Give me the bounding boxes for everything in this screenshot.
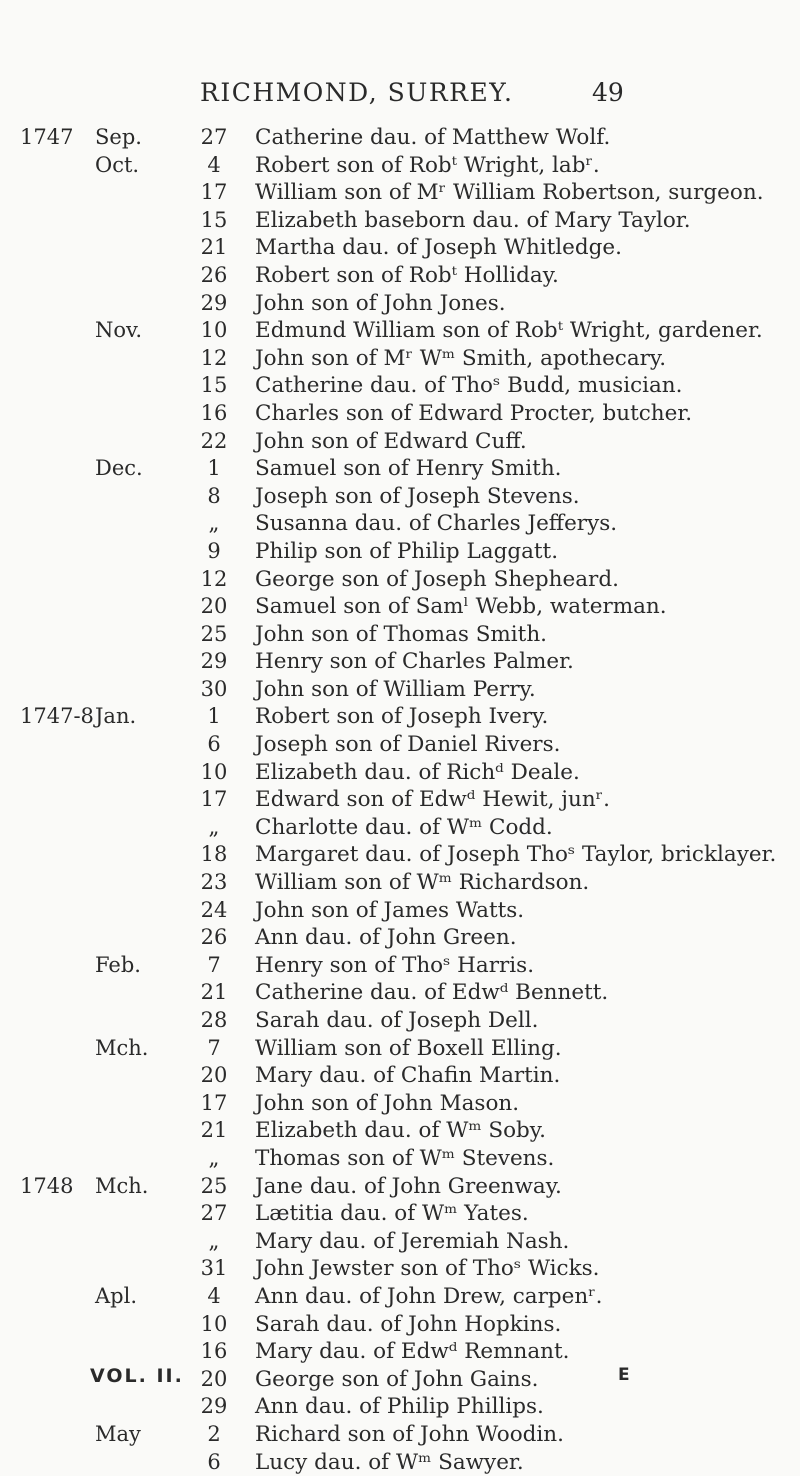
entry-day: 1 — [190, 703, 238, 731]
entry-day: 12 — [190, 345, 238, 373]
entry-text: Catherine dau. of Thoˢ Budd, musician. — [255, 372, 682, 400]
entry-text: John son of Mʳ Wᵐ Smith, apothecary. — [255, 345, 666, 373]
entry-day: 22 — [190, 428, 238, 456]
entry-text: John son of John Mason. — [255, 1090, 519, 1118]
entry-year: 1747-8 — [20, 703, 94, 731]
entry-day: 26 — [190, 262, 238, 290]
register-entry — [0, 455, 800, 483]
entry-day: 7 — [190, 952, 238, 980]
entry-text: Lucy dau. of Wᵐ Sawyer. — [255, 1449, 524, 1476]
register-entry — [0, 262, 800, 290]
register-entries — [0, 124, 800, 1476]
entry-day: 10 — [190, 317, 238, 345]
running-title: RICHMOND, SURREY. — [200, 78, 513, 107]
entry-day: 23 — [190, 869, 238, 897]
entry-text: William son of Mʳ William Robertson, surgeon. — [255, 179, 764, 207]
entry-year: 1748 — [20, 1173, 73, 1201]
entry-day: 29 — [190, 648, 238, 676]
entry-text: Martha dau. of Joseph Whitledge. — [255, 234, 622, 262]
entry-text: Henry son of Charles Palmer. — [255, 648, 574, 676]
register-entry — [0, 1090, 800, 1118]
entry-day: 24 — [190, 897, 238, 925]
entry-text: George son of John Gains. — [255, 1366, 539, 1394]
register-entry — [0, 1062, 800, 1090]
register-entry — [0, 841, 800, 869]
entry-text: Philip son of Philip Laggatt. — [255, 538, 558, 566]
register-entry — [0, 759, 800, 787]
entry-day: 16 — [190, 400, 238, 428]
register-entry — [0, 869, 800, 897]
page-number: 49 — [592, 78, 624, 107]
entry-text: Ann dau. of Philip Phillips. — [255, 1393, 544, 1421]
entry-text: William son of Wᵐ Richardson. — [255, 869, 589, 897]
register-entry — [0, 1228, 800, 1256]
register-entry — [0, 317, 800, 345]
entry-text: Ann dau. of John Green. — [255, 924, 517, 952]
entry-year: 1747 — [20, 124, 73, 152]
register-entry — [0, 510, 800, 538]
register-entry — [0, 648, 800, 676]
entry-day: 28 — [190, 1007, 238, 1035]
register-entry — [0, 124, 800, 152]
entry-text: Catherine dau. of Edwᵈ Bennett. — [255, 979, 608, 1007]
entry-day: 1 — [190, 455, 238, 483]
entry-text: Thomas son of Wᵐ Stevens. — [255, 1145, 554, 1173]
register-entry — [0, 152, 800, 180]
entry-text: Charles son of Edward Procter, butcher. — [255, 400, 692, 428]
register-entry — [0, 703, 800, 731]
entry-day: 17 — [190, 179, 238, 207]
register-entry — [0, 538, 800, 566]
register-entry — [0, 1117, 800, 1145]
entry-day: 31 — [190, 1255, 238, 1283]
register-entry — [0, 952, 800, 980]
register-entry — [0, 897, 800, 925]
entry-month: Mch. — [95, 1173, 148, 1201]
entry-text: Elizabeth dau. of Richᵈ Deale. — [255, 759, 580, 787]
entry-text: Mary dau. of Chafin Martin. — [255, 1062, 560, 1090]
register-entry — [0, 676, 800, 704]
entry-text: Jane dau. of John Greenway. — [255, 1173, 562, 1201]
register-entry — [0, 1200, 800, 1228]
entry-day: 17 — [190, 1090, 238, 1118]
entry-day: 10 — [190, 1311, 238, 1339]
entry-day: 18 — [190, 841, 238, 869]
register-entry — [0, 234, 800, 262]
page-header — [0, 78, 800, 112]
entry-day: 16 — [190, 1338, 238, 1366]
entry-day: 25 — [190, 1173, 238, 1201]
register-entry — [0, 1255, 800, 1283]
entry-text: John son of John Jones. — [255, 290, 506, 318]
register-entry — [0, 814, 800, 842]
entry-text: Joseph son of Joseph Stevens. — [255, 483, 580, 511]
entry-text: Elizabeth baseborn dau. of Mary Taylor. — [255, 207, 691, 235]
register-entry — [0, 1421, 800, 1449]
entry-day: 17 — [190, 786, 238, 814]
register-entry — [0, 731, 800, 759]
entry-day: 10 — [190, 759, 238, 787]
register-entry — [0, 483, 800, 511]
entry-text: Mary dau. of Jeremiah Nash. — [255, 1228, 569, 1256]
register-entry — [0, 1338, 800, 1366]
entry-text: Edward son of Edwᵈ Hewit, junʳ. — [255, 786, 610, 814]
register-entry — [0, 1007, 800, 1035]
entry-day: 6 — [190, 731, 238, 759]
entry-day: 8 — [190, 483, 238, 511]
entry-day: 20 — [190, 1366, 238, 1394]
entry-month: Jan. — [95, 703, 136, 731]
entry-text: Henry son of Thoˢ Harris. — [255, 952, 534, 980]
register-entry — [0, 179, 800, 207]
entry-day: 30 — [190, 676, 238, 704]
entry-text: Elizabeth dau. of Wᵐ Soby. — [255, 1117, 546, 1145]
entry-text: John son of Thomas Smith. — [255, 621, 547, 649]
entry-text: Edmund William son of Robᵗ Wright, gardener. — [255, 317, 763, 345]
register-entry — [0, 1311, 800, 1339]
entry-text: George son of Joseph Shepheard. — [255, 566, 619, 594]
entry-day: 15 — [190, 372, 238, 400]
page-footer — [0, 1365, 800, 1395]
register-entry — [0, 1145, 800, 1173]
entry-day: 21 — [190, 234, 238, 262]
entry-month: May — [95, 1421, 141, 1449]
register-entry — [0, 400, 800, 428]
register-entry — [0, 1035, 800, 1063]
register-entry — [0, 1393, 800, 1421]
signature-mark: E — [618, 1365, 630, 1385]
entry-text: John son of James Watts. — [255, 897, 524, 925]
entry-day: „ — [190, 510, 238, 538]
entry-text: Samuel son of Henry Smith. — [255, 455, 562, 483]
entry-text: Susanna dau. of Charles Jefferys. — [255, 510, 617, 538]
entry-day: 29 — [190, 1393, 238, 1421]
entry-text: John Jewster son of Thoˢ Wicks. — [255, 1255, 599, 1283]
entry-text: Robert son of Joseph Ivery. — [255, 703, 548, 731]
entry-day: 26 — [190, 924, 238, 952]
entry-text: Sarah dau. of John Hopkins. — [255, 1311, 561, 1339]
entry-text: Mary dau. of Edwᵈ Remnant. — [255, 1338, 570, 1366]
entry-day: 21 — [190, 1117, 238, 1145]
entry-text: Samuel son of Samˡ Webb, waterman. — [255, 593, 667, 621]
entry-month: Dec. — [95, 455, 143, 483]
entry-month: Sep. — [95, 124, 142, 152]
entry-day: „ — [190, 814, 238, 842]
register-entry — [0, 428, 800, 456]
entry-day: 9 — [190, 538, 238, 566]
entry-text: Margaret dau. of Joseph Thoˢ Taylor, bricklayer. — [255, 841, 776, 869]
entry-text: John son of Edward Cuff. — [255, 428, 527, 456]
entry-day: 4 — [190, 152, 238, 180]
entry-day: 6 — [190, 1449, 238, 1476]
entry-day: „ — [190, 1145, 238, 1173]
entry-text: Richard son of John Woodin. — [255, 1421, 564, 1449]
entry-month: Feb. — [95, 952, 141, 980]
register-entry — [0, 566, 800, 594]
register-entry — [0, 207, 800, 235]
entry-month: Apl. — [95, 1283, 137, 1311]
entry-month: Nov. — [95, 317, 142, 345]
entry-day: 15 — [190, 207, 238, 235]
entry-day: 27 — [190, 124, 238, 152]
entry-text: Robert son of Robᵗ Holliday. — [255, 262, 559, 290]
entry-day: 2 — [190, 1421, 238, 1449]
entry-text: Joseph son of Daniel Rivers. — [255, 731, 560, 759]
entry-day: 4 — [190, 1283, 238, 1311]
entry-text: William son of Boxell Elling. — [255, 1035, 562, 1063]
entry-day: 25 — [190, 621, 238, 649]
entry-text: Lætitia dau. of Wᵐ Yates. — [255, 1200, 529, 1228]
register-entry — [0, 345, 800, 373]
entry-day: 12 — [190, 566, 238, 594]
register-entry — [0, 593, 800, 621]
entry-month: Oct. — [95, 152, 139, 180]
register-entry — [0, 924, 800, 952]
register-entry — [0, 979, 800, 1007]
volume-mark: VOL. II. — [90, 1365, 184, 1387]
entry-text: John son of William Perry. — [255, 676, 536, 704]
entry-text: Ann dau. of John Drew, carpenʳ. — [255, 1283, 603, 1311]
register-entry — [0, 1173, 800, 1201]
register-entry — [0, 1283, 800, 1311]
entry-day: 20 — [190, 593, 238, 621]
entry-month: Mch. — [95, 1035, 148, 1063]
register-entry — [0, 372, 800, 400]
register-entry — [0, 786, 800, 814]
entry-day: 7 — [190, 1035, 238, 1063]
entry-day: 29 — [190, 290, 238, 318]
entry-text: Charlotte dau. of Wᵐ Codd. — [255, 814, 553, 842]
register-entry — [0, 290, 800, 318]
entry-day: „ — [190, 1228, 238, 1256]
entry-text: Catherine dau. of Matthew Wolf. — [255, 124, 610, 152]
entry-day: 21 — [190, 979, 238, 1007]
entry-text: Robert son of Robᵗ Wright, labʳ. — [255, 152, 600, 180]
entry-text: Sarah dau. of Joseph Dell. — [255, 1007, 538, 1035]
entry-day: 20 — [190, 1062, 238, 1090]
register-entry — [0, 1449, 800, 1476]
register-entry — [0, 621, 800, 649]
entry-day: 27 — [190, 1200, 238, 1228]
